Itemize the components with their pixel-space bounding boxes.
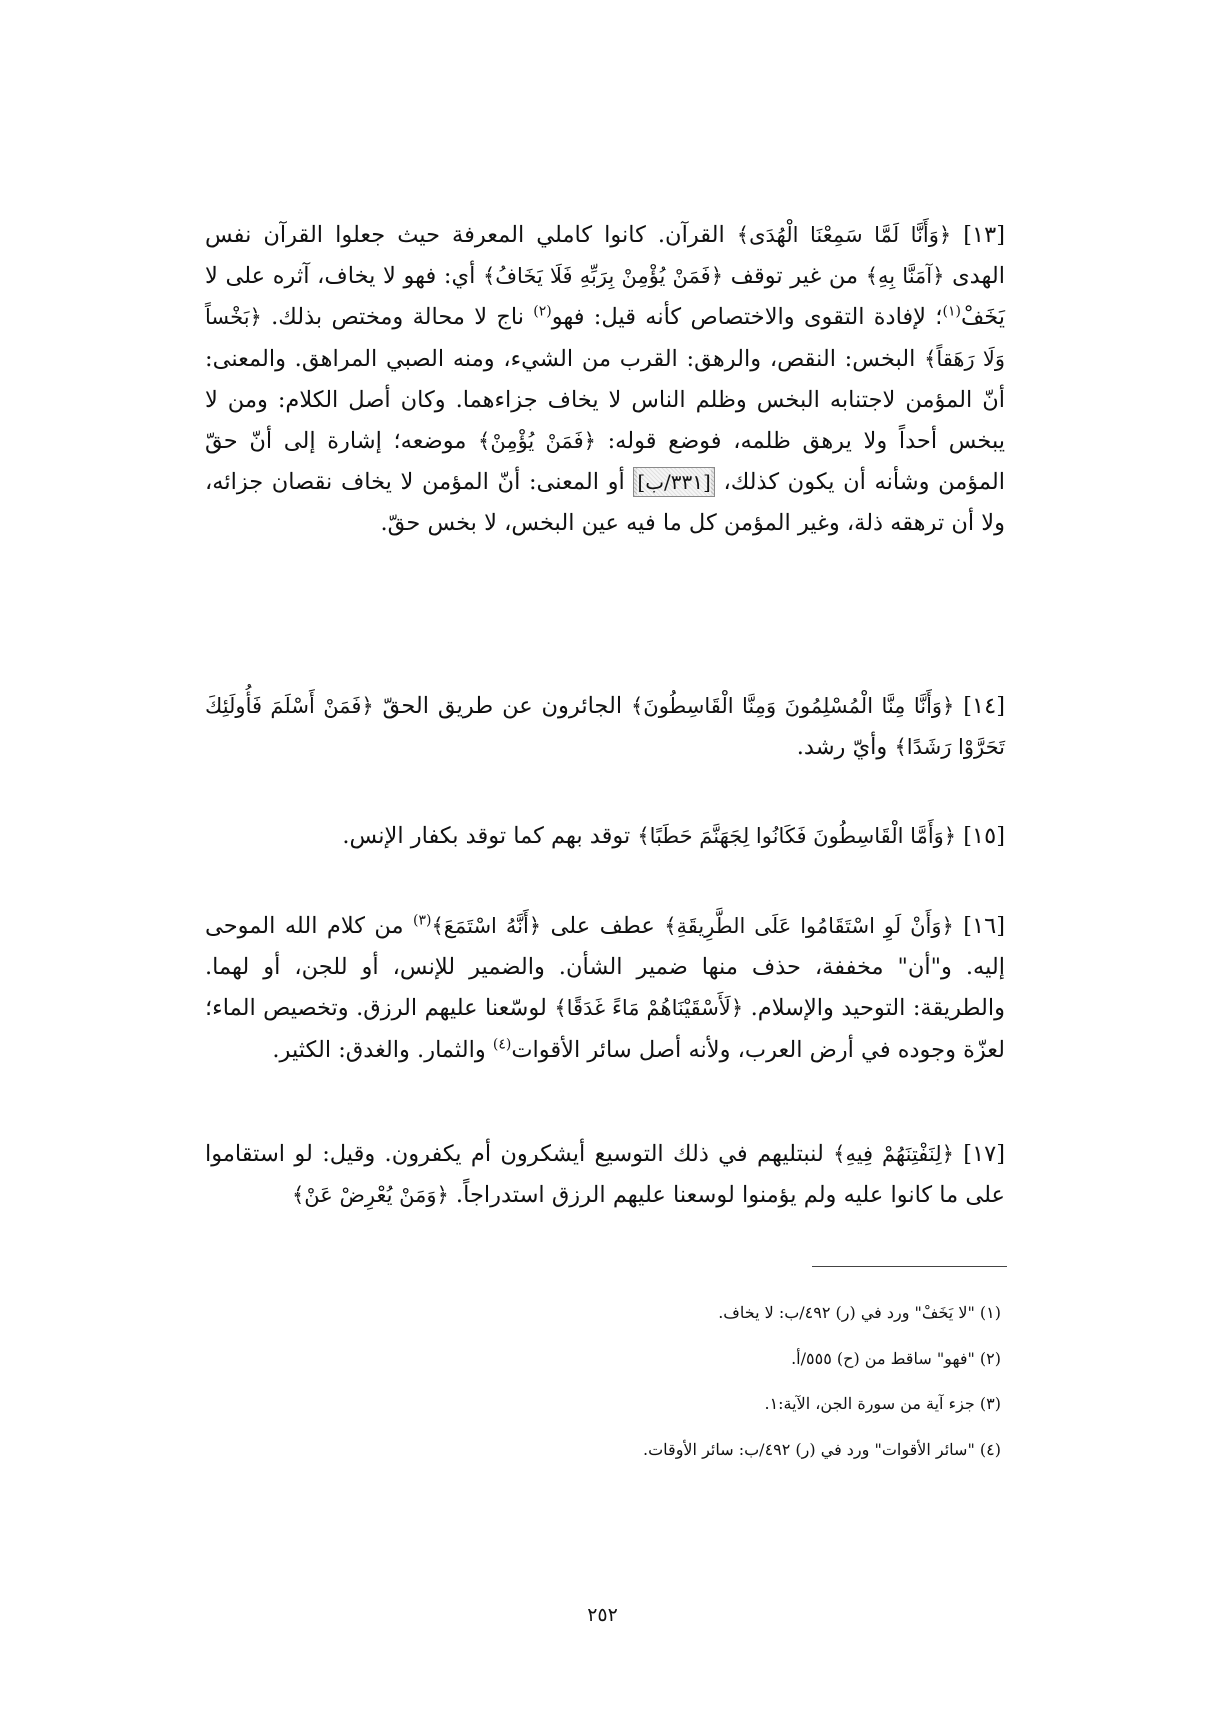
footnote-reference: (٤) — [492, 1036, 512, 1053]
paragraph-15 — [205, 816, 1005, 857]
page-number: ٢٥٢ — [587, 1604, 618, 1626]
quran-verse-quote: ﴿فَمَنْ أَسْلَمَ فَأُولَئِكَ تَحَرَّوْا رَشَدًا﴾ — [205, 694, 1005, 760]
verse-number: [١٤] — [963, 693, 1005, 719]
paragraph-16 — [205, 906, 1005, 1071]
commentary-text: عطف على — [541, 913, 665, 939]
quran-verse-quote: ﴿وَأَنَّا مِنَّا الْمُسْلِمُونَ وَمِنَّا الْقَاسِطُونَ﴾ — [630, 694, 955, 718]
quran-verse-quote: ﴿وَأَنَّا لَمَّا سَمِعْنَا الْهُدَى﴾ — [736, 223, 952, 247]
quran-verse-quote: ﴿أَنَّهُ اسْتَمَعَ﴾ — [431, 914, 542, 938]
footnote-reference: (٢) — [533, 303, 552, 320]
footnote-4: (٤) "سائر الأقوات" ورد في (ر) ٤٩٢/ب: سائر الأوقات. — [643, 1439, 1001, 1459]
verse-number: [١٥] — [963, 823, 1005, 849]
quran-verse-quote: ﴿آمَنَّا بِهِ﴾ — [865, 264, 945, 289]
paragraph-13 — [205, 215, 1005, 545]
commentary-text: لوسّعنا عليهم الرزق. وتخصيص الماء؛ لعزّة وجوده في أرض العرب، ولأنه أصل سائر الأقوات — [205, 995, 1005, 1063]
commentary-text: والثمار. والغدق: الكثير. — [272, 1036, 493, 1063]
quran-verse-quote: ﴿لَأَسْقَيْنَاهُمْ مَاءً غَدَقًا﴾ — [554, 996, 744, 1021]
verse-number: [١٣] — [963, 222, 1005, 248]
footnote-reference: (٣) — [413, 912, 432, 929]
verse-number: [١٦] — [963, 913, 1006, 939]
footnote-reference: (١) — [942, 303, 961, 320]
manuscript-folio-marker — [633, 467, 714, 497]
quran-verse-quote: ﴿لِنَفْتِنَهُمْ فِيهِ﴾ — [833, 1142, 954, 1166]
quran-verse-quote: ﴿وَأَمَّا الْقَاسِطُونَ فَكَانُوا لِجَهَنَّمَ حَطَبًا﴾ — [637, 824, 957, 848]
footnote-3: (٣) جزء آية من سورة الجن، الآية:١. — [764, 1394, 1001, 1413]
paragraph-17 — [205, 1134, 1005, 1216]
commentary-text: أو المعنى: أنّ المؤمن لا يخاف نقصان جزائه، ولا أن ترهقه ذلة، وغير المؤمن كل ما فيه عين البخس، لا بخس حقّ. — [205, 469, 1005, 537]
commentary-text: لنبتليهم في ذلك التوسيع أيشكرون أم يكفرون. وقيل: لو استقاموا على ما كانوا عليه ولم يؤمنوا لوسعنا عليهم الرزق استدراجاً. — [205, 1141, 1005, 1209]
commentary-text: وأيّ رشد. — [796, 734, 895, 761]
quran-verse-quote: ﴿بَخْساً وَلَا رَهَقاً﴾ — [205, 305, 1005, 371]
quran-verse-quote: ﴿وَأَنْ لَوِ اسْتَقَامُوا عَلَى الطَّرِيقَةِ﴾ — [664, 914, 954, 938]
commentary-text: القرآن. كانوا كاملي المعرفة حيث جعلوا القرآن نفس الهدى — [205, 222, 1005, 290]
commentary-text: الجائرون عن طريق الحقّ — [373, 693, 631, 719]
commentary-text: ناج لا محالة ومختص بذلك. — [261, 304, 534, 331]
quran-verse-quote: ﴿فَمَنْ يُؤْمِنْ﴾ — [478, 429, 596, 454]
commentary-text: توقد بهم كما توقد بكفار الإنس. — [342, 823, 638, 849]
commentary-text: ؛ لإفادة التقوى والاختصاص كأنه قيل: فهو — [551, 304, 943, 331]
quran-verse-quote: ﴿فَمَنْ يُؤْمِنْ بِرَبِّهِ فَلَا يَخَافُ﴾ — [482, 264, 724, 289]
commentary-text: موضعه؛ إشارة إلى أنّ حقّ المؤمن وشأنه أن يكون كذلك، — [205, 428, 1005, 496]
manuscript-folio-text: [٣٣١/ب] — [637, 470, 711, 495]
footnote-divider — [812, 1266, 1007, 1267]
paragraph-14 — [205, 686, 1005, 768]
commentary-text: من كلام الله الموحى إليه. و"أن" مخففة، حذف منها ضمير الشأن. والضمير للإنس، أو للجن، أو لهما. والطريقة: التوحيد والإسلام. — [205, 913, 1005, 1022]
footnote-2: (٢) "فهو" ساقط من (ح) ٥٥٥/أ. — [791, 1348, 1001, 1368]
commentary-text: أي: فهو لا يخاف، آثره على لا يَخَفْ — [205, 263, 1006, 331]
commentary-text: من غير توقف — [723, 263, 866, 290]
quran-verse-quote: ﴿وَمَنْ يُعْرِضْ عَنْ﴾ — [291, 1183, 449, 1208]
footnotes — [201, 1290, 1001, 1472]
commentary-text: البخس: النقص، والرهق: القرب من الشيء، ومنه الصبي المراهق. والمعنى: أنّ المؤمن لاجتنابه البخس وظلم الناس لا يخاف جزاءهما. وكان أصل الكلام: ومن لا يبخس أحداً ولا يرهق ظلمه، فوضع قوله: — [205, 345, 1005, 455]
footnote-1: (١) "لا يَخَفْ" ورد في (ر) ٤٩٢/ب: لا يخاف. — [718, 1303, 1001, 1322]
verse-number: [١٧] — [963, 1141, 1006, 1167]
